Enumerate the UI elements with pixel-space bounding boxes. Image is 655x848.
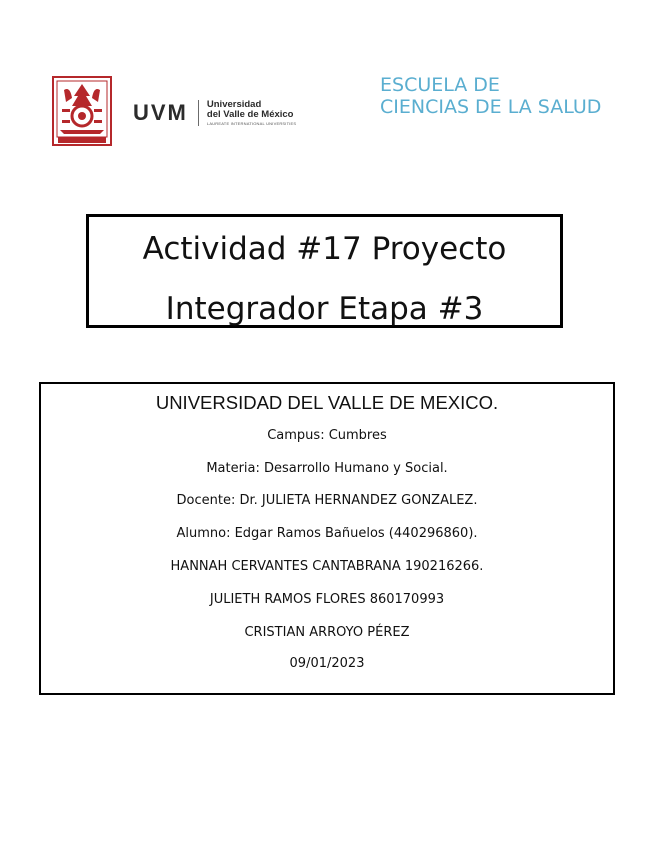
team-member-line: HANNAH CERVANTES CANTABRANA 190216266.	[170, 559, 484, 574]
team-member-line: JULIETH RAMOS FLORES 860170993	[209, 592, 445, 607]
university-seal-logo	[52, 76, 112, 146]
title-line-1: Actividad #17 Proyecto	[142, 231, 507, 267]
school-name-line1: ESCUELA DE	[380, 74, 500, 96]
uvm-name-line2: del Valle de México	[206, 108, 294, 120]
title-line-2: Integrador Etapa #3	[165, 291, 484, 327]
alumno-line: Alumno: Edgar Ramos Bañuelos (440296860).	[176, 526, 478, 541]
school-name-logo	[380, 74, 601, 118]
uvm-wordmark: UVM	[133, 100, 188, 125]
uvm-laureate-line: LAUREATE INTERNATIONAL UNIVERSITIES	[206, 120, 297, 126]
date-line: 09/01/2023	[289, 656, 365, 671]
team-member-line: CRISTIAN ARROYO PÉREZ	[244, 625, 410, 640]
uvm-name-block	[207, 100, 296, 127]
university-name: UNIVERSIDAD DEL VALLE DE MEXICO.	[155, 392, 499, 413]
title-box	[86, 214, 563, 328]
school-name-line2: CIENCIAS DE LA SALUD	[380, 96, 602, 118]
uvm-divider	[198, 100, 199, 126]
materia-line: Materia: Desarrollo Humano y Social.	[206, 461, 448, 476]
docente-line: Docente: Dr. JULIETA HERNANDEZ GONZALEZ.	[176, 493, 478, 508]
campus-line: Campus: Cumbres	[267, 428, 387, 443]
uvm-name-line1: Universidad	[206, 98, 262, 110]
info-box	[39, 382, 615, 695]
uvm-logo	[133, 99, 296, 127]
